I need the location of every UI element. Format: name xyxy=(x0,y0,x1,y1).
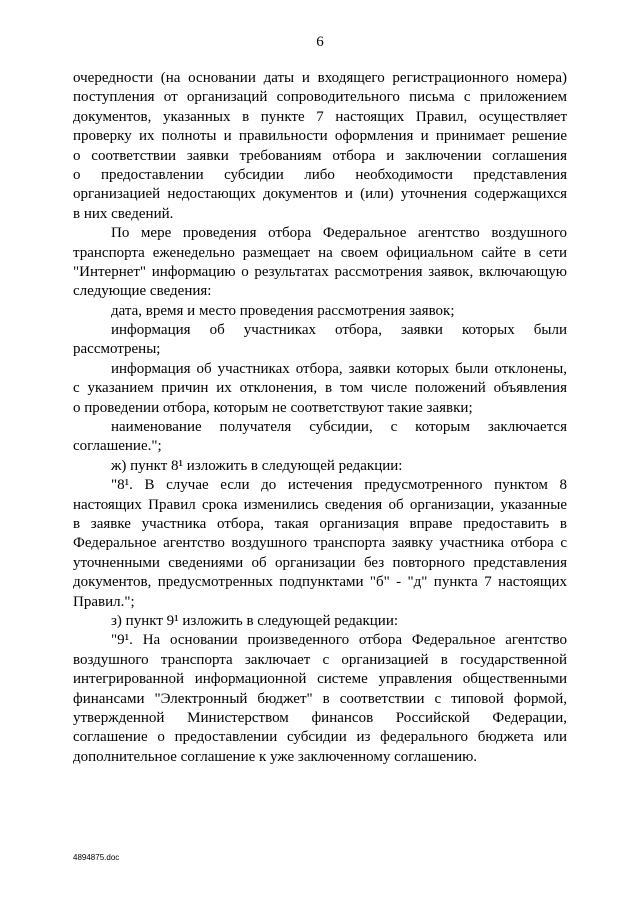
text-line: рассмотрены; xyxy=(73,341,161,358)
text-line: дополнительное соглашение к уже заключенному соглашению. xyxy=(73,748,478,765)
text-line: дата, время и место проведения рассмотрения заявок; xyxy=(111,302,455,319)
text-line: с указанием причин их отклонения, в том числе положений объявления xyxy=(73,380,567,397)
text-line: уточненными сведениями об организации без повторного представления xyxy=(73,554,567,571)
text-line: документов, предусмотренных подпунктами "б" - "д" пункта 7 настоящих xyxy=(73,574,567,591)
text-line: информация об участниках отбора, заявки которых были xyxy=(111,322,567,339)
text-line: в заявке участника отбора, такая организация вправе предоставить в xyxy=(73,515,567,532)
text-line: наименование получателя субсидии, с которым заключается xyxy=(111,419,567,436)
text-line: в них сведений. xyxy=(73,205,174,222)
text-line: очередности (на основании даты и входящего регистрационного номера) xyxy=(73,70,567,86)
text-line: з) пункт 9¹ изложить в следующей редакции: xyxy=(111,612,399,629)
text-line: поступления от организаций сопроводительного письма с приложением xyxy=(73,89,567,106)
text-line: настоящих Правил срока изменились сведения об организации, указанные xyxy=(73,496,567,513)
text-line: "Интернет" информацию о результатах рассмотрения заявок, включающую xyxy=(73,263,567,280)
page-number: 6 xyxy=(316,34,324,50)
text-line: воздушного транспорта заключает с организацией в государственной xyxy=(73,651,567,668)
document-body xyxy=(73,69,567,767)
text-line: информация об участниках отбора, заявки которых были отклонены, xyxy=(111,360,567,377)
text-line: ж) пункт 8¹ изложить в следующей редакции: xyxy=(111,457,403,474)
text-line: интегрированной информационной системе управления общественными xyxy=(73,671,567,688)
text-line: Правил."; xyxy=(73,593,135,610)
text-line: Федеральное агентство воздушного транспорта заявку участника отбора с xyxy=(73,535,567,552)
text-line: утвержденной Министерством финансов Российской Федерации, xyxy=(73,709,567,726)
text-line: о предоставлении субсидии либо необходимости представления xyxy=(73,166,567,183)
text-line: финансами "Электронный бюджет" в соответствии с типовой формой, xyxy=(73,690,567,707)
text-line: о соответствии заявки требованиям отбора и заключении соглашения xyxy=(73,147,567,164)
text-line: документов, указанных в пункте 7 настоящих Правил, осуществляет xyxy=(73,108,567,125)
text-line: "9¹. На основании произведенного отбора Федеральное агентство xyxy=(111,632,567,649)
text-line: соглашение о предоставлении субсидии из федерального бюджета или xyxy=(73,729,567,746)
file-code: 4894875.doc xyxy=(73,853,120,862)
text-line: По мере проведения отбора Федеральное агентство воздушного xyxy=(111,225,567,242)
text-line: организацией недостающих документов и (или) уточнения содержащихся xyxy=(73,186,567,203)
text-line: следующие сведения: xyxy=(73,283,212,300)
text-line: соглашение."; xyxy=(73,438,162,455)
text-line: проверку их полноты и правильности оформления и принимает решение xyxy=(73,128,567,145)
text-line: "8¹. В случае если до истечения предусмотренного пунктом 8 xyxy=(111,477,567,494)
text-line: транспорта еженедельно размещает на своем официальном сайте в сети xyxy=(73,244,567,261)
text-line: о проведении отбора, которым не соответствуют такие заявки; xyxy=(73,399,473,416)
